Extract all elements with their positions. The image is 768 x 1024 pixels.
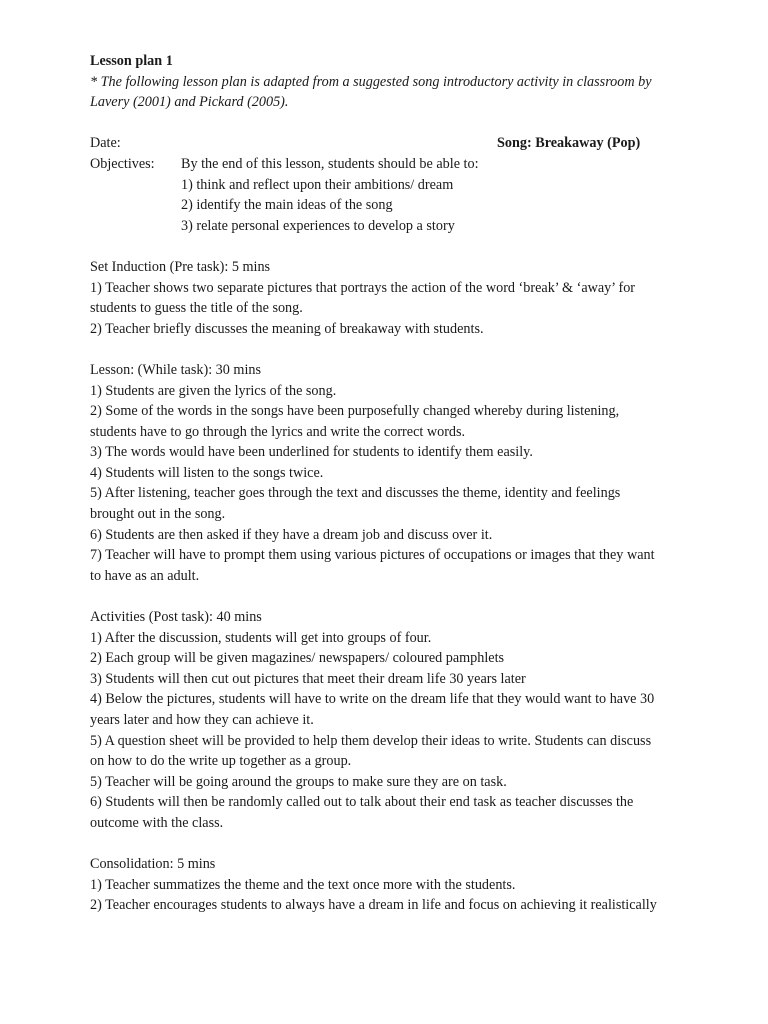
song-title: Song: Breakaway (Pop) <box>497 135 641 152</box>
lesson-line: 6) Students are then asked if they have a dream job and discuss over it. <box>90 526 493 543</box>
activities-line: 5) Teacher will be going around the groups to make sure they are on task. <box>90 773 507 790</box>
consolidation-heading: Consolidation: 5 mins <box>90 856 216 873</box>
activities-line: 5) A question sheet will be provided to help them develop their ideas to write. Students can discuss <box>90 732 652 749</box>
activities-line: 2) Each group will be given magazines/ newspapers/ coloured pamphlets <box>90 650 505 667</box>
objective-item: 3) relate personal experiences to develop a story <box>181 217 455 234</box>
lesson-line: 7) Teacher will have to prompt them using various pictures of occupations or images that they want <box>90 547 655 564</box>
document-title: Lesson plan 1 <box>90 53 173 69</box>
set-induction-line: students to guess the title of the song. <box>90 300 303 317</box>
spacer <box>90 339 710 360</box>
lesson-plan-document <box>90 51 710 916</box>
activities-line: 6) Students will then be randomly called out to talk about their end task as teacher discusses the <box>90 794 634 811</box>
activities-line: outcome with the class. <box>90 814 224 831</box>
set-induction-line: 2) Teacher briefly discusses the meaning of breakaway with students. <box>90 320 484 337</box>
activities-line: 3) Students will then cut out pictures that meet their dream life 30 years later <box>90 670 526 687</box>
consolidation-line: 2) Teacher encourages students to always have a dream in life and focus on achieving it realistically <box>90 897 657 914</box>
date-song-row <box>90 133 710 154</box>
objectives-intro: By the end of this lesson, students should be able to: <box>181 155 479 172</box>
activities-line: 4) Below the pictures, students will have to write on the dream life that they would want to have 30 <box>90 691 655 708</box>
lesson-heading: Lesson: (While task): 30 mins <box>90 361 262 378</box>
lesson-line: brought out in the song. <box>90 506 226 523</box>
lesson-line: 1) Students are given the lyrics of the song. <box>90 382 337 399</box>
consolidation-line: 1) Teacher summatizes the theme and the text once more with the students. <box>90 876 516 893</box>
lesson-line: 2) Some of the words in the songs have been purposefully changed whereby during listening, <box>90 403 620 420</box>
date-label: Date: <box>90 135 121 152</box>
set-induction-line: 1) Teacher shows two separate pictures that portrays the action of the word ‘break’ & ‘away’ for <box>90 279 636 296</box>
activities-heading: Activities (Post task): 40 mins <box>90 609 262 626</box>
lesson-line: 3) The words would have been underlined for students to identify them easily. <box>90 444 533 461</box>
lesson-line: students have to go through the lyrics and write the correct words. <box>90 423 466 440</box>
spacer <box>90 586 710 607</box>
activities-line: 1) After the discussion, students will get into groups of four. <box>90 629 432 646</box>
spacer <box>90 236 710 257</box>
objectives-row <box>90 154 710 175</box>
objective-item: 2) identify the main ideas of the song <box>181 197 393 214</box>
activities-line: years later and how they can achieve it. <box>90 712 314 728</box>
lesson-line: to have as an adult. <box>90 567 200 584</box>
lesson-line: 4) Students will listen to the songs twice. <box>90 464 324 481</box>
source-note-line: Lavery (2001) and Pickard (2005). <box>90 94 289 111</box>
objective-item: 1) think and reflect upon their ambitions/ dream <box>181 176 454 193</box>
spacer <box>90 113 710 134</box>
spacer <box>90 834 710 855</box>
lesson-line: 5) After listening, teacher goes through the text and discusses the theme, identity and feelings <box>90 485 621 502</box>
activities-line: on how to do the write up together as a group. <box>90 753 352 770</box>
set-induction-heading: Set Induction (Pre task): 5 mins <box>90 258 271 275</box>
objectives-label: Objectives: <box>90 155 155 172</box>
source-note-line: * The following lesson plan is adapted from a suggested song introductory activity in classroom by <box>90 73 652 90</box>
